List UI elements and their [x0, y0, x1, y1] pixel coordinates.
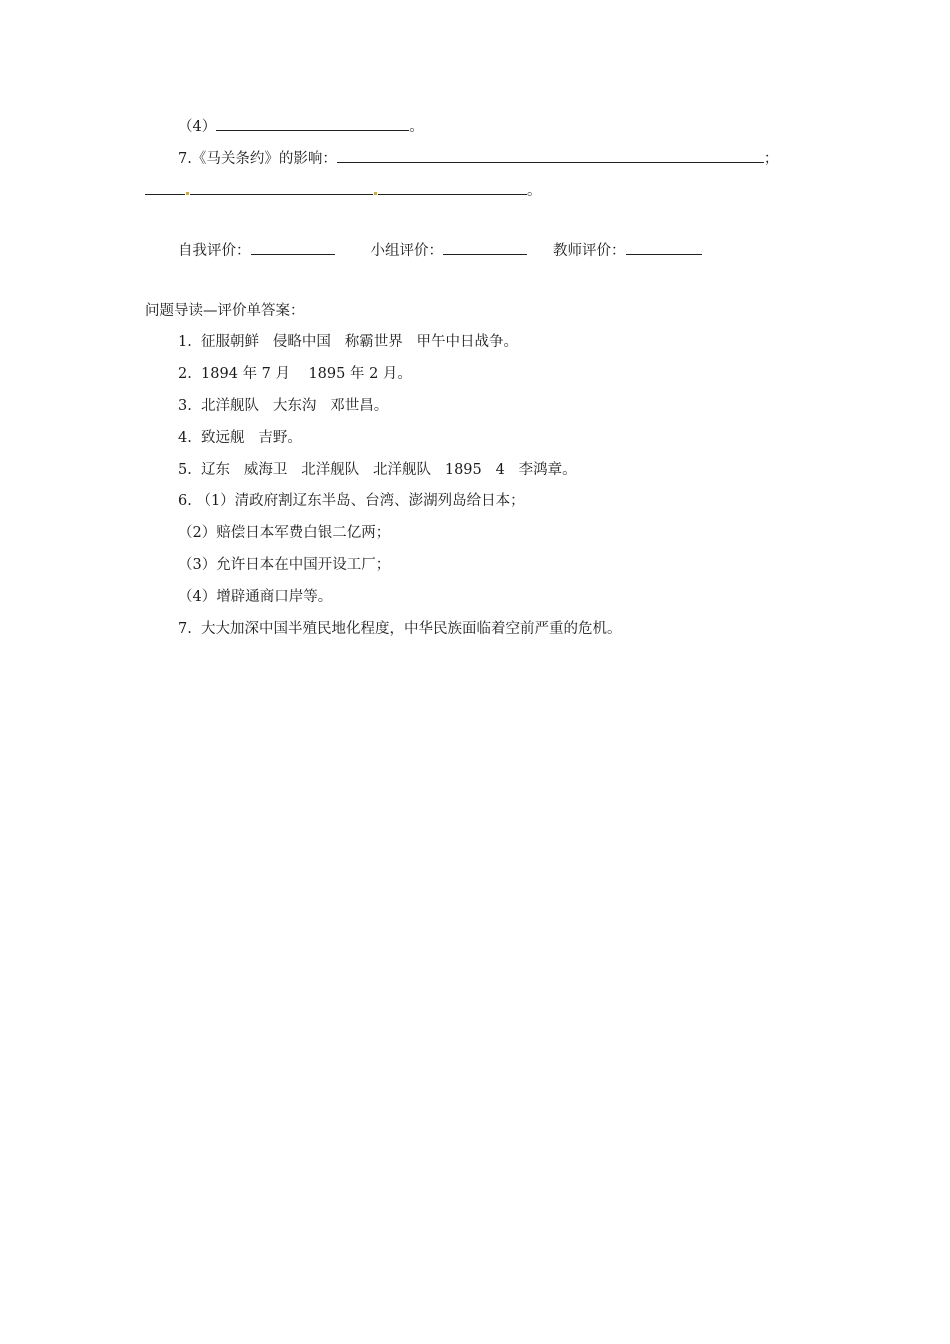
edit-mark-icon: [374, 192, 377, 195]
period: 。: [527, 183, 542, 199]
self-evaluation-blank[interactable]: [251, 240, 335, 255]
answer-blank[interactable]: [190, 180, 373, 195]
answer-7: 7. 大大加深中国半殖民地化程度，中华民族面临着空前严重的危机。: [178, 621, 622, 637]
answer-1: 1. 征服朝鲜 侵略中国 称霸世界 甲午中日战争。: [178, 334, 519, 350]
self-evaluation-label: 自我评价：: [178, 243, 251, 259]
answer-5: 5. 辽东 威海卫 北洋舰队 北洋舰队 1895 4 李鸿章。: [178, 462, 577, 478]
answers-heading: 问题导读—评价单答案：: [145, 303, 305, 319]
answer-blank[interactable]: [378, 180, 527, 195]
evaluation-row: [178, 240, 702, 261]
semicolon: ；: [763, 151, 779, 167]
answer-6-3: （3）允许日本在中国开设工厂；: [178, 557, 391, 573]
period: 。: [409, 119, 424, 135]
answer-3: 3. 北洋舰队 大东沟 邓世昌。: [178, 398, 389, 414]
group-evaluation-blank[interactable]: [443, 240, 527, 255]
answer-blank[interactable]: [145, 180, 185, 195]
worksheet-item-4: [178, 116, 424, 137]
item-4-label: （4）: [178, 119, 217, 135]
answer-6-1: 6. （1）清政府割辽东半岛、台湾、澎湖列岛给日本；: [178, 493, 525, 509]
worksheet-item-7-continued: [145, 180, 542, 201]
teacher-evaluation-blank[interactable]: [626, 240, 702, 255]
item-7-label: 7.《马关条约》的影响：: [178, 151, 337, 167]
answer-2: 2. 1894 年 7 月 1895 年 2 月。: [178, 366, 412, 382]
answer-blank[interactable]: [216, 116, 409, 131]
answer-6-2: （2）赔偿日本军费白银二亿两；: [178, 525, 391, 541]
group-evaluation-label: 小组评价：: [370, 243, 443, 259]
answer-4: 4. 致远舰 吉野。: [178, 430, 302, 446]
worksheet-item-7: [178, 148, 778, 169]
answer-blank[interactable]: [337, 148, 764, 163]
edit-mark-icon: [186, 192, 189, 195]
answer-6-4: （4）增辟通商口岸等。: [178, 589, 333, 605]
teacher-evaluation-label: 教师评价：: [553, 243, 626, 259]
